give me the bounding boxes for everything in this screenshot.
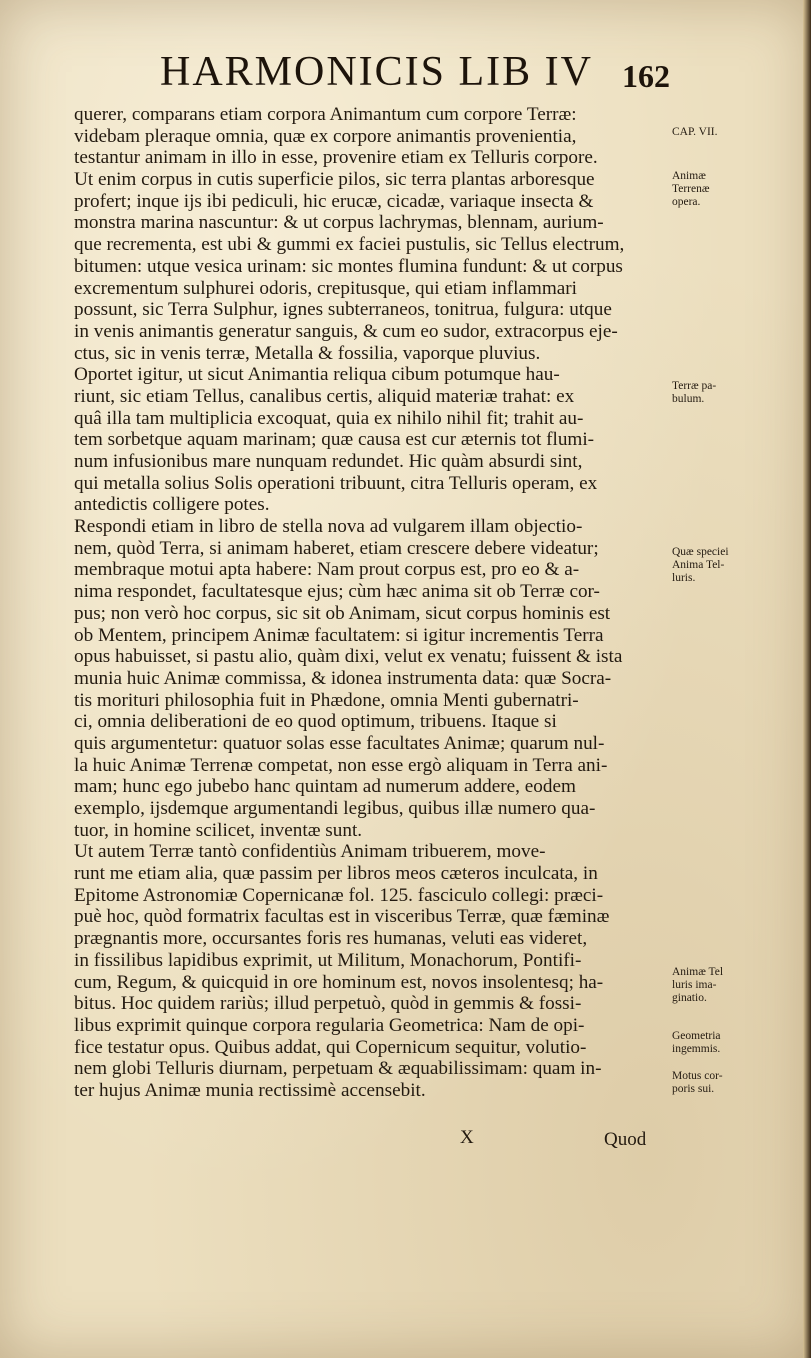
marginal-note-line: Terrenæ <box>672 183 710 195</box>
page-header <box>160 48 680 104</box>
marginal-note-pabulum <box>672 380 742 406</box>
text-line: Ut autem Terræ tantò confidentiùs Animam tribuerem, move- <box>74 841 546 863</box>
text-line: quâ illa tam multiplicia excoquat, quia ex nihilo nihil fit; trahit au- <box>74 407 584 429</box>
marginal-note-line: poris sui. <box>672 1083 715 1095</box>
marginal-note-line: CAP. VII. <box>672 126 718 138</box>
text-line: puè hoc, quòd formatrix facultas est in visceribus Terræ, quæ fæminæ <box>74 906 610 928</box>
text-line: fice testatur opus. Quibus addat, qui Copernicum sequitur, volutio- <box>74 1036 587 1058</box>
text-line: ctus, sic in venis terræ, Metalla & fossilia, vaporque pluvius. <box>74 342 541 364</box>
text-line: in fissilibus lapidibus exprimit, ut Militum, Monachorum, Pontifi- <box>74 949 582 971</box>
page-footer <box>0 1127 811 1155</box>
text-line: antedictis colligere potes. <box>74 494 270 516</box>
marginal-note-line: luris. <box>672 572 696 584</box>
text-line: Oportet igitur, ut sicut Animantia reliqua cibum potumque hau- <box>74 364 560 386</box>
marginal-note-line: ingemmis. <box>672 1043 721 1055</box>
marginal-note-imaginatio <box>672 966 742 1005</box>
text-line: profert; inque ijs ibi pediculi, hic erucæ, cicadæ, variaque insecta & <box>74 190 594 212</box>
marginal-note-geometria <box>672 1030 742 1056</box>
text-line: in venis animantis generatur sanguis, & cum eo sudor, extracorpus eje- <box>74 320 618 342</box>
text-line: querer, comparans etiam corpora Animantum cum corpore Terræ: <box>74 104 577 125</box>
text-line: nem globi Telluris diurnam, perpetuam & æquabilissimam: quam in- <box>74 1058 602 1080</box>
marginal-note-line: Terræ pa- <box>672 380 717 392</box>
marginal-note-line: opera. <box>672 196 701 208</box>
text-line: qui metalla solius Solis operationi tribuunt, citra Telluris operam, ex <box>74 472 598 494</box>
text-line: bitus. Hoc quidem rariùs; illud perpetuò, quòd in gemmis & fossi- <box>74 993 582 1015</box>
text-line: videbam pleraque omnia, quæ ex corpore animantis provenientia, <box>74 125 577 147</box>
text-line: ci, omnia deliberationi de eo quod optimum, tribuens. Itaque si <box>74 711 557 733</box>
text-line: runt me etiam alia, quæ passim per libros meos cæteros inculcata, in <box>74 863 598 885</box>
text-line: pus; non verò hoc corpus, sic sit ob Animam, sicut corpus hominis est <box>74 602 611 624</box>
text-line: membraque motui apta habere: Nam prout corpus est, pro eo & a- <box>74 559 580 581</box>
marginal-note-line: Geometria <box>672 1030 721 1042</box>
text-line: riunt, sic etiam Tellus, canalibus certis, aliquid materiæ trahat: ex <box>74 385 575 407</box>
text-line: tis morituri philosophia fuit in Phædone, omnia Menti gubernatri- <box>74 689 579 711</box>
text-line: tem sorbetque aquam marinam; quæ causa est cur æternis tot flumi- <box>74 429 595 451</box>
marginal-note-line: Animæ <box>672 170 706 182</box>
text-line: que recrementa, est ubi & gummi ex faciei pustulis, sic Tellus electrum, <box>74 234 625 256</box>
text-line: exemplo, ijsdemque argumentandi legibus, quibus illæ numero qua- <box>74 798 596 819</box>
page-number: 162 <box>622 58 670 94</box>
text-line: la huic Animæ Terrenæ competat, non esse ergò aliquam in Terra ani- <box>74 754 608 776</box>
text-line: mam; hunc ego jubebo hanc quintam ad numerum addere, eodem <box>74 776 576 798</box>
marginal-note-line: bulum. <box>672 393 705 405</box>
text-line: ter hujus Animæ munia rectissimè accensebit. <box>74 1079 426 1101</box>
text-line: cum, Regum, & quicquid in ore hominum est, novos insolentesq; ha- <box>74 971 604 993</box>
catchword: Quod <box>604 1129 647 1150</box>
marginal-note-motus <box>672 1070 742 1096</box>
marginal-note-line: ginatio. <box>672 992 707 1004</box>
main-text-block <box>74 104 668 1102</box>
text-line: ob Mentem, principem Animæ facultatem: si igitur incrementis Terra <box>74 624 604 646</box>
marginal-note-species <box>672 546 742 585</box>
text-line: Respondi etiam in libro de stella nova ad vulgarem illam objectio- <box>74 516 583 538</box>
text-line: monstra marina nascuntur: & ut corpus lachrymas, blennam, aurium- <box>74 212 604 234</box>
text-line: tuor, in homine scilicet, inventæ sunt. <box>74 819 363 841</box>
text-line: opus habuisset, si pastu alio, quàm dixi, velut ex venatu; fuissent & ista <box>74 646 623 668</box>
marginal-note-line: Quæ speciei <box>672 546 729 558</box>
text-line: excrementum sulphurei odoris, crepitusque, qui etiam inflammari <box>74 277 577 299</box>
marginal-note-chapter <box>672 126 742 139</box>
marginal-note-line: Anima Tel- <box>672 559 725 571</box>
text-line: nem, quòd Terra, si animam haberet, etiam crescere debere videatur; <box>74 537 599 559</box>
text-line: num infusionibus mare nunquam redundet. Hic quàm absurdi sint, <box>74 451 583 472</box>
text-line: possunt, sic Terra Sulphur, ignes subterraneos, tonitrua, fulgura: utque <box>74 299 612 321</box>
text-line: prægnantis more, occursantes foris res humanas, veluti eas videret, <box>74 928 588 950</box>
marginal-note-terrenae-opera <box>672 170 742 209</box>
running-title: HARMONICIS LIB IV <box>160 49 593 95</box>
marginal-note-line: Motus cor- <box>672 1070 723 1082</box>
signature-mark: X <box>460 1127 474 1148</box>
text-line: quis argumentetur: quatuor solas esse facultates Animæ; quarum nul- <box>74 732 605 754</box>
marginal-note-line: luris ima- <box>672 979 717 991</box>
marginal-note-line: Animæ Tel <box>672 966 724 978</box>
text-line: libus exprimit quinque corpora regularia Geometrica: Nam de opi- <box>74 1014 585 1036</box>
text-line: nima respondet, facultatesque ejus; cùm hæc anima sit ob Terræ cor- <box>74 581 600 603</box>
text-line: bitumen: utque vesica urinam: sic montes flumina fundunt: & ut corpus <box>74 255 623 277</box>
text-line: Epitome Astronomiæ Copernicanæ fol. 125. fasciculo collegi: præci- <box>74 884 604 906</box>
text-line: testantur animam in illo in esse, provenire etiam ex Telluris corpore. <box>74 147 598 169</box>
text-line: munia huic Animæ commissa, & idonea instrumenta data: quæ Socra- <box>74 667 612 689</box>
text-line: Ut enim corpus in cutis superficie pilos, sic terra plantas arboresque <box>74 169 595 191</box>
